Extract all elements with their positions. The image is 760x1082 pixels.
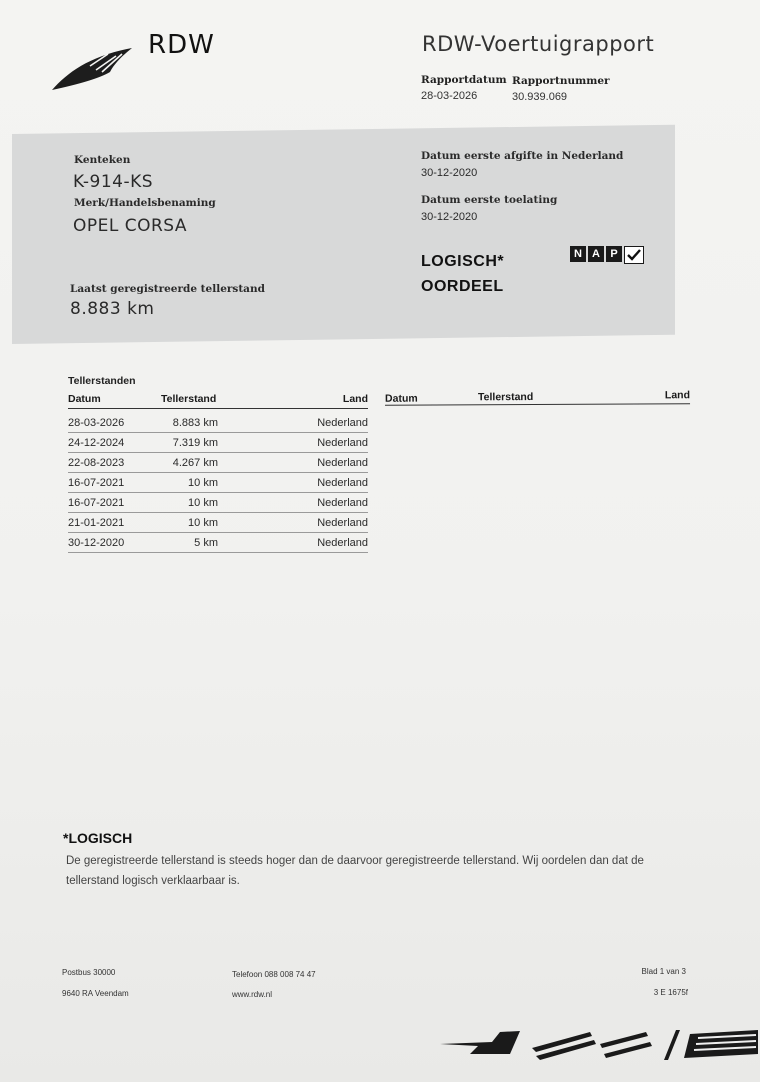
table-header-right	[385, 389, 690, 406]
odometer-value: 8.883 km	[70, 299, 155, 319]
row-date: 30-12-2020	[68, 537, 125, 549]
row-date: 28-03-2026	[68, 417, 125, 429]
nap-letter: A	[588, 246, 604, 262]
first-issue-label: Datum eerste afgifte in Nederland	[421, 150, 624, 162]
row-km: 8.883 km	[172, 417, 218, 429]
nap-letter: P	[606, 246, 622, 262]
footer-po-box: Postbus 30000	[62, 968, 116, 977]
table-row	[68, 532, 368, 553]
verdict-label: OORDEEL	[421, 278, 504, 295]
table-row	[68, 492, 368, 513]
col-date: Datum	[68, 393, 101, 405]
readings-title: Tellerstanden	[68, 375, 136, 387]
footer-website[interactable]: www.rdw.nl	[232, 990, 273, 999]
report-title: RDW-Voertuigrapport	[422, 32, 655, 56]
rdw-logo-icon	[50, 42, 136, 94]
nap-letter: N	[570, 246, 586, 262]
row-km: 10 km	[188, 477, 218, 489]
first-admission-label: Datum eerste toelating	[421, 194, 558, 206]
row-km: 5 km	[194, 537, 218, 549]
row-km: 10 km	[188, 497, 218, 509]
table-header	[68, 392, 368, 409]
first-admission-date: 30-12-2020	[421, 211, 478, 223]
row-km: 10 km	[188, 517, 218, 529]
row-date: 24-12-2024	[68, 437, 125, 449]
row-date: 16-07-2021	[68, 477, 125, 489]
footnote-line-1: De geregistreerde tellerstand is steeds hoger dan de daarvoor geregistreerde tellerstand. Wij oordelen dan dat de	[66, 855, 644, 867]
table-row	[68, 512, 368, 533]
footer-code: 3 E 1675f	[653, 988, 688, 997]
footnote-title: *LOGISCH	[63, 830, 133, 846]
nap-badge	[570, 246, 644, 264]
report-number: 30.939.069	[512, 91, 568, 103]
row-km: 7.319 km	[172, 437, 218, 449]
make-label: Merk/Handelsbenaming	[74, 197, 216, 209]
row-km: 4.267 km	[172, 457, 218, 469]
col-land: Land	[664, 389, 691, 402]
col-tellerstand: Tellerstand	[161, 393, 217, 405]
footnote-line-2: tellerstand logisch verklaarbaar is.	[66, 875, 240, 887]
table-row	[68, 452, 368, 473]
row-land: Nederland	[317, 437, 368, 449]
row-date: 16-07-2021	[68, 497, 125, 509]
col-land: Land	[342, 393, 368, 405]
checkmark-icon	[624, 246, 644, 264]
first-issue-date: 30-12-2020	[421, 167, 478, 179]
row-land: Nederland	[317, 497, 368, 509]
table-row	[68, 472, 368, 493]
report-date-label: Rapportdatum	[421, 74, 507, 86]
report-number-label: Rapportnummer	[512, 75, 610, 87]
row-date: 21-01-2021	[68, 517, 125, 529]
stripe-pattern-icon	[440, 1024, 758, 1060]
row-date: 22-08-2023	[68, 457, 125, 469]
row-land: Nederland	[317, 477, 368, 489]
make-value: OPEL CORSA	[73, 216, 188, 236]
table-row	[68, 432, 368, 453]
footer-city: 9640 RA Veendam	[62, 989, 129, 998]
table-row	[68, 412, 368, 433]
brand-name: RDW	[148, 30, 215, 60]
col-date: Datum	[384, 392, 418, 405]
verdict-value: LOGISCH*	[421, 253, 505, 270]
row-land: Nederland	[317, 457, 368, 469]
col-tellerstand: Tellerstand	[477, 391, 534, 404]
row-land: Nederland	[317, 517, 368, 529]
row-land: Nederland	[317, 417, 368, 429]
plate-number: K-914-KS	[73, 172, 154, 192]
footer-page: Blad 1 van 3	[641, 967, 686, 976]
footer-phone: Telefoon 088 008 74 47	[232, 970, 316, 979]
report-date: 28-03-2026	[421, 90, 478, 102]
plate-label: Kenteken	[74, 154, 131, 166]
odometer-label: Laatst geregistreerde tellerstand	[70, 283, 265, 295]
row-land: Nederland	[317, 537, 368, 549]
